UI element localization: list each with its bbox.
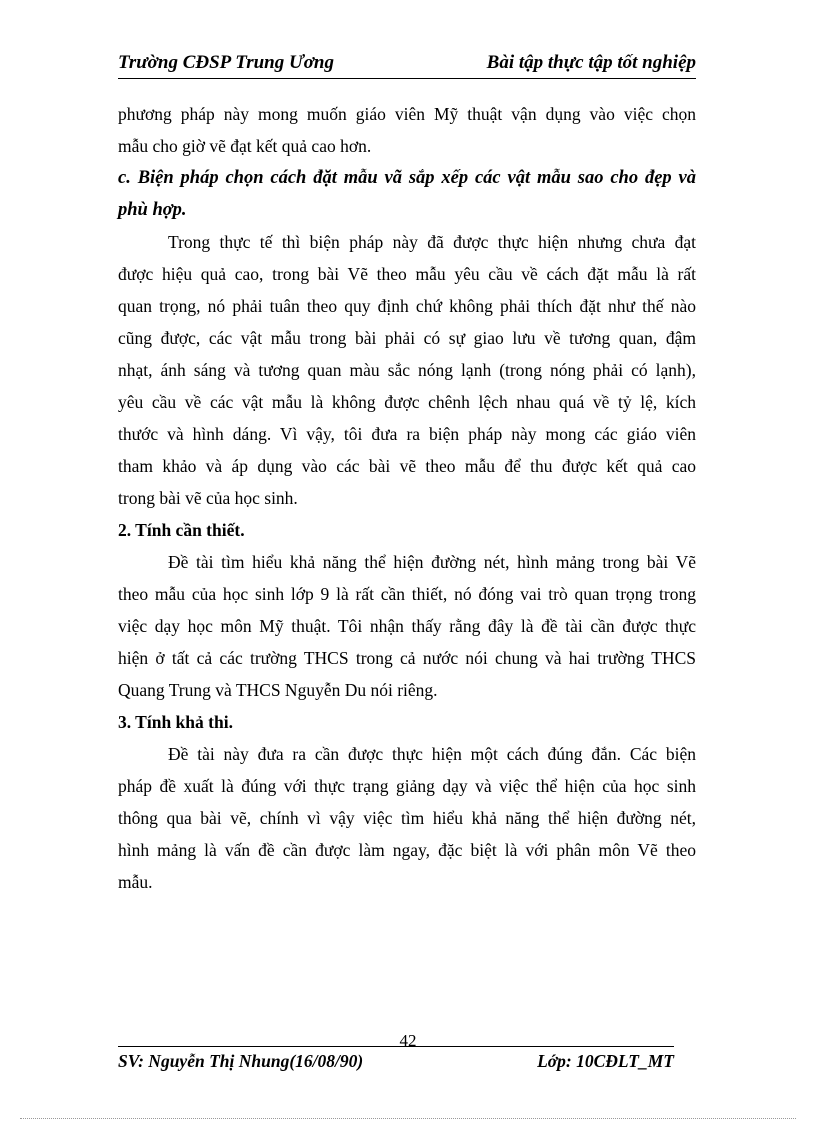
- page-break-divider: [20, 1118, 796, 1119]
- paragraph-line: quan trọng, nó phải tuân theo quy định chứ không phải thích đặt như thế nào: [118, 296, 696, 316]
- paragraph-line: thông qua bài vẽ, chính vì vậy việc tìm hiểu khả năng thể hiện đường nét,: [118, 808, 696, 828]
- paragraph-line: phương pháp này mong muốn giáo viên Mỹ thuật vận dụng vào việc chọn: [118, 104, 696, 124]
- page-header: [118, 50, 696, 79]
- section-heading-2: 2. Tính cần thiết.: [118, 520, 245, 540]
- paragraph-line: thước và hình dáng. Vì vậy, tôi đưa ra biện pháp này mong các giáo viên: [118, 424, 696, 444]
- paragraph-line: trong bài vẽ của học sinh.: [118, 488, 298, 508]
- page-number: 42: [399, 1031, 417, 1050]
- paragraph-line: việc dạy học môn Mỹ thuật. Tôi nhận thấy rằng đây là đề tài cần được thực: [118, 616, 696, 636]
- section-heading-3: 3. Tính khả thi.: [118, 712, 233, 732]
- paragraph-line: cũng được, các vật mẫu trong bài phải có sự giao lưu về tương quan, đậm: [118, 328, 696, 348]
- paragraph-line: tham khảo và áp dụng vào các bài vẽ theo mẫu để thu được kết quả cao: [118, 456, 696, 476]
- page-body: [118, 98, 696, 898]
- paragraph-line: theo mẫu của học sinh lớp 9 là rất cần thiết, nó đóng vai trò quan trọng trong: [118, 584, 696, 604]
- paragraph-line: mẫu.: [118, 872, 153, 892]
- footer-class: Lớp: 10CĐLT_MT: [537, 1051, 674, 1071]
- paragraph-line: yêu cầu về các vật mẫu là không được chênh lệch nhau quá về tỷ lệ, kích: [118, 392, 696, 412]
- paragraph-line: hình mảng là vấn đề cần được làm ngay, đặc biệt là với phân môn Vẽ theo: [118, 840, 696, 860]
- paragraph-line: hiện ở tất cả các trường THCS trong cả nước nói chung và hai trường THCS: [118, 648, 696, 668]
- footer-student: SV: Nguyễn Thị Nhung(16/08/90): [118, 1051, 364, 1071]
- section-heading-c-cont: phù hợp.: [118, 200, 187, 220]
- paragraph-line: Quang Trung và THCS Nguyễn Du nói riêng.: [118, 680, 438, 700]
- page-footer: [118, 1046, 674, 1079]
- header-doc-title: Bài tập thực tập tốt nghiệp: [486, 52, 696, 73]
- paragraph-line: Đề tài này đưa ra cần được thực hiện một cách đúng đắn. Các biện: [168, 744, 696, 764]
- paragraph-line: mẫu cho giờ vẽ đạt kết quả cao hơn.: [118, 136, 372, 156]
- header-school: Trường CĐSP Trung Ương: [118, 52, 334, 73]
- paragraph-line: được hiệu quả cao, trong bài Vẽ theo mẫu yêu cầu về cách đặt mẫu là rất: [118, 264, 696, 284]
- section-heading-c: c. Biện pháp chọn cách đặt mẫu vã sắp xếp các vật mẫu sao cho đẹp và: [118, 168, 696, 188]
- paragraph-line: Trong thực tế thì biện pháp này đã được thực hiện nhưng chưa đạt: [168, 232, 696, 252]
- paragraph-line: Đề tài tìm hiểu khả năng thể hiện đường nét, hình mảng trong bài Vẽ: [168, 552, 696, 572]
- paragraph-line: pháp đề xuất là đúng với thực trạng giảng dạy và việc thể hiện của học sinh: [118, 776, 696, 796]
- paragraph-line: nhạt, ánh sáng và tương quan màu sắc nóng lạnh (trong nóng phải có lạnh),: [118, 360, 696, 380]
